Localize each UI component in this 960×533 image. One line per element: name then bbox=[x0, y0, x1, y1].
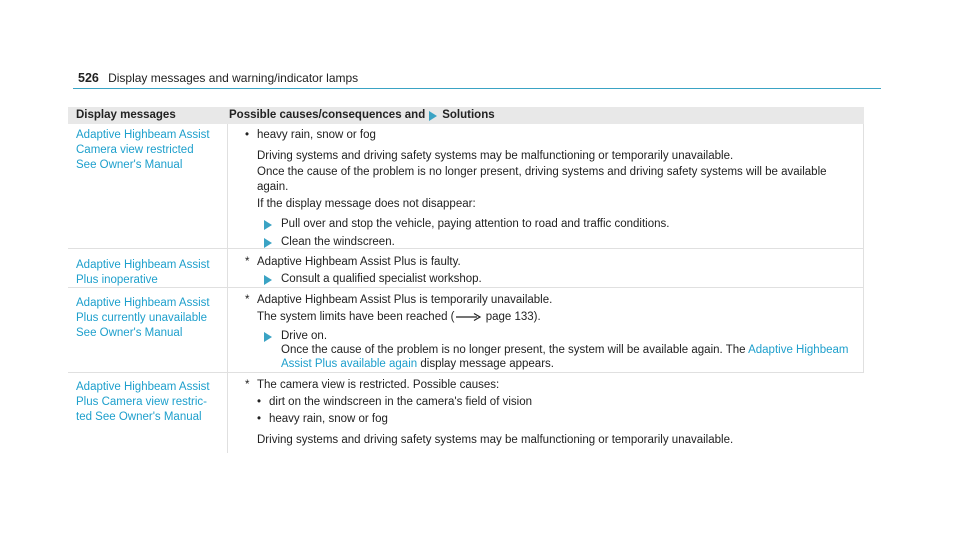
page-number: 526 bbox=[78, 71, 99, 85]
action-arrow-icon bbox=[264, 332, 272, 342]
action-text: Clean the windscreen. bbox=[281, 236, 395, 248]
cause-text: If the display message does not disappear: bbox=[257, 198, 476, 210]
action-text: Pull over and stop the vehicle, paying attention to road and traffic conditions. bbox=[281, 218, 670, 230]
display-message: Adaptive Highbeam Assist Plus inoperative bbox=[76, 259, 210, 286]
cause-text: Driving systems and driving safety systems may be malfunctioning or temporarily unavailable. bbox=[257, 150, 734, 162]
table-header bbox=[68, 107, 864, 124]
option-star: * bbox=[245, 379, 250, 391]
solution-arrow-icon bbox=[429, 111, 437, 121]
list-item: • heavy rain, snow or fog bbox=[257, 128, 376, 143]
display-message: Adaptive Highbeam Assist Camera view restricted See Owner's Manual bbox=[76, 129, 210, 171]
cause-text: Adaptive Highbeam Assist Plus is faulty. bbox=[257, 256, 461, 268]
action-text: Assist Plus available again display message appears. bbox=[281, 358, 554, 370]
display-message: Adaptive Highbeam Assist Plus currently unavailable See Owner's Manual bbox=[76, 297, 210, 339]
cause-text: again. bbox=[257, 181, 289, 193]
action-text: Consult a qualified specialist workshop. bbox=[281, 273, 482, 285]
action-text: Once the cause of the problem is no longer present, the system will be available again. The Adaptive Highbeam bbox=[281, 344, 849, 356]
table-row bbox=[68, 373, 864, 453]
page-title: Display messages and warning/indicator lamps bbox=[108, 71, 359, 85]
causes-cell bbox=[227, 124, 863, 248]
page-reference[interactable]: page 133). bbox=[485, 311, 541, 323]
inline-display-message: Adaptive Highbeam bbox=[748, 344, 849, 356]
option-star: * bbox=[245, 294, 250, 306]
table-row bbox=[68, 249, 864, 288]
display-message: Adaptive Highbeam Assist Plus Camera view restric- ted See Owner's Manual bbox=[76, 381, 210, 423]
display-messages-table bbox=[68, 107, 864, 453]
action-arrow-icon bbox=[264, 220, 272, 230]
cause-text: Once the cause of the problem is no longer present, driving systems and driving safety systems will be available bbox=[257, 166, 827, 178]
cause-text: The camera view is restricted. Possible causes: bbox=[257, 379, 500, 391]
action-arrow-icon bbox=[264, 275, 272, 285]
action-arrow-icon bbox=[264, 238, 272, 248]
page-header bbox=[78, 71, 358, 87]
causes-cell bbox=[227, 373, 864, 453]
page-ref-arrow-icon bbox=[455, 312, 483, 322]
cause-text: Driving systems and driving safety systems may be malfunctioning or temporarily unavailable. bbox=[257, 434, 734, 446]
table-row bbox=[68, 288, 864, 373]
option-star: * bbox=[245, 256, 250, 268]
action-text: Drive on. bbox=[281, 330, 328, 342]
header-rule bbox=[73, 88, 881, 89]
col-header-causes: Possible causes/consequences and Solutions bbox=[229, 109, 495, 121]
col-header-messages: Display messages bbox=[76, 109, 176, 121]
table-row bbox=[68, 124, 864, 249]
cause-text: Adaptive Highbeam Assist Plus is temporarily unavailable. bbox=[257, 294, 553, 306]
list-item: • heavy rain, snow or fog bbox=[269, 412, 388, 427]
cause-text: The system limits have been reached ( page 133). bbox=[257, 311, 541, 323]
causes-cell bbox=[227, 249, 863, 287]
list-item: • dirt on the windscreen in the camera's field of vision bbox=[269, 395, 532, 410]
causes-cell bbox=[227, 288, 863, 372]
inline-display-message: Assist Plus available again bbox=[281, 358, 418, 370]
